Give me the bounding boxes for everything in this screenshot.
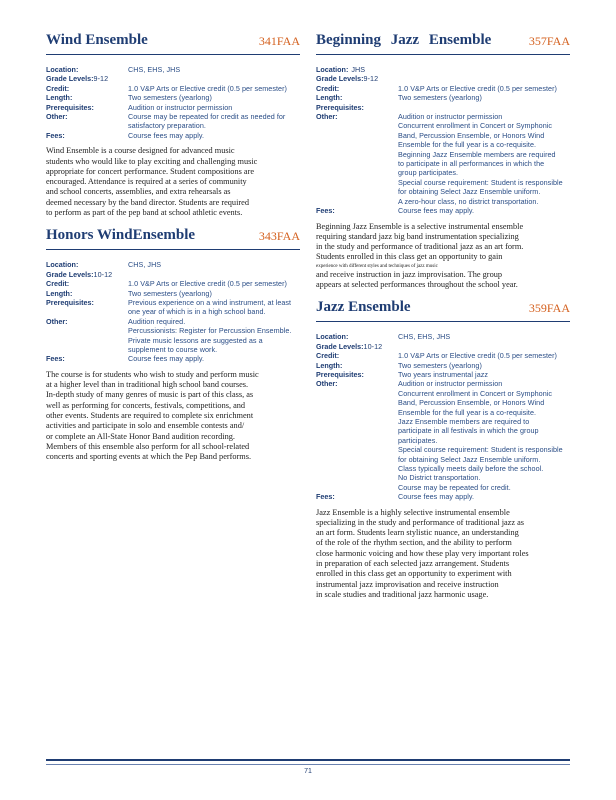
location-value: CHS, JHS xyxy=(128,260,162,270)
description-line: appropriate for concert performance. Student compositions are xyxy=(46,166,255,176)
course-code: 359FAA xyxy=(528,301,570,316)
other-line: Class typically meets daily before the school. xyxy=(398,463,544,473)
description-line: in preparation of each selected jazz arrangement. Students xyxy=(316,559,510,569)
description-line: concerts and sporting events at which the Pep Band performs. xyxy=(46,452,252,462)
other-value xyxy=(398,379,570,492)
prerequisites-line: one year of which is in a high school band. xyxy=(128,307,266,317)
other-label: Other: xyxy=(316,379,338,389)
grade-levels-label: Grade Levels: xyxy=(316,341,364,351)
other-line: to participate in all performances in which the xyxy=(398,159,545,169)
right-column xyxy=(316,32,570,600)
beginning-jazz-ensemble-section xyxy=(316,32,570,290)
course-code: 357FAA xyxy=(528,34,570,48)
other-line: Concurrent enrollment in Concert or Symphonic xyxy=(398,121,553,131)
honors-wind-ensemble-section xyxy=(46,227,300,462)
grade-levels-label: Grade Levels: xyxy=(46,74,94,84)
grade-levels-label: Grade Levels: xyxy=(46,269,94,279)
course-code: 343FAA xyxy=(258,229,300,244)
other-label: Other: xyxy=(316,112,338,122)
length-label: Length: xyxy=(316,93,343,103)
description-line: instrumental jazz improvisation and receive instruction xyxy=(316,579,499,589)
other-line: Beginning Jazz Ensemble members are required xyxy=(398,149,556,159)
fees-label: Fees: xyxy=(46,130,65,140)
other-line: Audition required. xyxy=(128,316,186,326)
fees-label: Fees: xyxy=(46,354,65,364)
description-line: In-depth study of many genres of music is part of this class, as xyxy=(46,390,254,400)
description-line: an art form. Students learn stylistic nuance, an understanding xyxy=(316,528,519,538)
description-line: and school concerts, assemblies, and extra rehearsals as xyxy=(46,187,231,197)
length-label: Length: xyxy=(316,360,343,370)
description-line: Students enrolled in this class get an opportunity to gain xyxy=(316,252,503,262)
description-line: and receive instruction in jazz improvisation. The group xyxy=(316,269,503,279)
other-line: satisfactory preparation. xyxy=(128,121,206,131)
course-info xyxy=(316,332,570,501)
section-title: Jazz Ensemble xyxy=(316,299,411,316)
fees-value: Course fees may apply. xyxy=(128,130,205,140)
course-info xyxy=(46,65,300,140)
other-line: No District transportation. xyxy=(398,473,481,483)
length-value: Two semesters (yearlong) xyxy=(398,93,482,103)
other-line: Concurrent enrollment in Concert or Symphonic xyxy=(398,388,553,398)
section-header xyxy=(316,32,570,55)
section-header xyxy=(46,227,300,250)
description-line: appears at selected performances throughout the school year. xyxy=(316,279,518,289)
length-value: Two semesters (yearlong) xyxy=(128,288,212,298)
course-description xyxy=(316,222,570,291)
credit-value: 1.0 V&P Arts or Elective credit (0.5 per semester) xyxy=(128,279,287,289)
length-label: Length: xyxy=(46,93,73,103)
other-label: Other: xyxy=(46,316,68,326)
course-description xyxy=(46,146,300,218)
description-line: in scale studies and traditional jazz harmonic usage. xyxy=(316,589,489,599)
prerequisites-line: Previous experience on a wind instrument, at least xyxy=(128,297,292,307)
other-value xyxy=(128,317,300,355)
other-line: Ensemble for the full year is a co-requisite. xyxy=(398,407,537,417)
credit-value: 1.0 V&P Arts or Elective credit (0.5 per semester) xyxy=(398,83,557,93)
credit-label: Credit: xyxy=(46,279,70,289)
course-info xyxy=(316,65,570,216)
description-line: encouraged. Attendance is required at a series of community xyxy=(46,177,247,187)
description-line: other events. Students are required to complete six enrichment xyxy=(46,410,254,420)
other-label: Other: xyxy=(46,112,68,122)
other-line: Course may be repeated for credit as needed for xyxy=(128,112,286,122)
length-value: Two semesters (yearlong) xyxy=(398,360,482,370)
other-line: supplement to course work. xyxy=(128,344,218,354)
description-line: requiring standard jazz big band instrumentation specializing xyxy=(316,231,519,241)
description-line: of the role of the rhythm section, and the ability to perform xyxy=(316,538,512,548)
grade-levels-value: 10-12 xyxy=(363,341,383,351)
credit-value: 1.0 V&P Arts or Elective credit (0.5 per semester) xyxy=(398,351,557,361)
location-label: Location: xyxy=(316,332,349,342)
other-line: Ensemble for the full year is a co-requisite. xyxy=(398,140,537,150)
fees-value: Course fees may apply. xyxy=(398,492,475,502)
footer-rule-thin xyxy=(46,764,570,765)
description-line: enrolled in this class get an opportunity to experiment with xyxy=(316,569,512,579)
length-label: Length: xyxy=(46,288,73,298)
description-line: or complete an All-State Honor Band audition recording. xyxy=(46,431,235,441)
description-line: The course is for students who wish to study and perform music xyxy=(46,369,259,379)
prerequisites-label: Prerequisites: xyxy=(46,102,94,112)
grade-levels-value: 9-12 xyxy=(93,74,109,84)
other-line: for obtaining Select Jazz Ensemble uniform. xyxy=(398,187,541,197)
description-line: specializing in the study and performance of traditional jazz as xyxy=(316,517,525,527)
description-line: deemed necessary by the band director. Students are required xyxy=(46,197,249,207)
credit-value: 1.0 V&P Arts or Elective credit (0.5 per semester) xyxy=(128,83,287,93)
credit-label: Credit: xyxy=(316,351,340,361)
other-line: Band, Percussion Ensemble, or Honors Wind xyxy=(398,398,545,408)
section-title: Beginning Jazz Ensemble xyxy=(316,32,492,48)
description-line: Wind Ensemble is a course designed for advanced music xyxy=(46,146,235,156)
credit-label: Credit: xyxy=(316,83,340,93)
description-line: in the study and performance of traditional jazz as an art form. xyxy=(316,242,524,252)
location-label: Location: xyxy=(46,65,79,74)
description-line: close harmonic voicing and how these play very important roles xyxy=(316,548,529,558)
other-value xyxy=(128,112,300,131)
location-label: Location: xyxy=(46,260,79,270)
description-line: Jazz Ensemble is a highly selective instrumental ensemble xyxy=(316,507,510,517)
other-line: Special course requirement: Student is responsible xyxy=(398,177,563,187)
fees-label: Fees: xyxy=(316,492,335,502)
location-label: Location: xyxy=(316,65,349,74)
other-line: Band, Percussion Ensemble, or Honors Wind xyxy=(398,130,545,140)
description-small-line: experience with different styles and techniques of jazz music xyxy=(316,263,438,269)
description-line: to perform as part of the pep band at school athletic events. xyxy=(46,208,243,218)
other-line: Jazz Ensemble members are required to xyxy=(398,416,530,426)
location-value: JHS xyxy=(351,65,366,74)
prerequisites-value: Audition or instructor permission xyxy=(128,102,233,112)
description-line: activities and participate in solo and ensemble contests and/ xyxy=(46,421,245,431)
description-line: Beginning Jazz Ensemble is a selective instrumental ensemble xyxy=(316,221,524,231)
grade-levels-value: 10-12 xyxy=(93,269,113,279)
section-title: Wind Ensemble xyxy=(46,32,148,48)
other-line: Special course requirement: Student is responsible xyxy=(398,445,563,455)
description-line: well as performing for concerts, festivals, competitions, and xyxy=(46,400,246,410)
fees-value: Course fees may apply. xyxy=(398,206,475,216)
other-line: group participates. xyxy=(398,168,459,178)
prerequisites-value: Two years instrumental jazz xyxy=(398,369,489,379)
other-line: Audition or instructor permission xyxy=(398,379,503,389)
course-description xyxy=(316,508,570,601)
description-line: students who would like to play exciting and challenging music xyxy=(46,156,258,166)
other-value xyxy=(398,112,570,206)
other-line: participate in all festivals in which the group xyxy=(398,426,539,436)
length-value: Two semesters (yearlong) xyxy=(128,93,212,103)
other-line: for obtaining Select Jazz Ensemble uniform. xyxy=(398,454,541,464)
prerequisites-value xyxy=(398,103,570,112)
page-number: 71 xyxy=(304,768,312,775)
description-line: Members of this ensemble also perform for all school-related xyxy=(46,441,250,451)
other-line: participates. xyxy=(398,435,438,445)
jazz-ensemble-section xyxy=(316,299,570,600)
other-line: Private music lessons are suggested as a xyxy=(128,335,263,345)
course-description xyxy=(46,370,300,463)
wind-ensemble-section xyxy=(46,32,300,218)
grade-levels-value: 9-12 xyxy=(363,74,379,84)
credit-label: Credit: xyxy=(46,83,70,93)
location-value: CHS, EHS, JHS xyxy=(398,332,451,342)
footer-rule xyxy=(46,759,570,761)
description-line: at a higher level than in traditional high school band courses. xyxy=(46,380,249,390)
other-line: Audition or instructor permission xyxy=(398,112,503,122)
section-header xyxy=(316,299,570,322)
course-code: 341FAA xyxy=(258,34,300,48)
section-header xyxy=(46,32,300,55)
grade-levels-label: Grade Levels: xyxy=(316,74,364,84)
prerequisites-value xyxy=(128,298,300,317)
other-line: Percussionists: Register for Percussion Ensemble. xyxy=(128,326,292,336)
other-line: A zero-hour class, no district transportation. xyxy=(398,196,539,206)
fees-label: Fees: xyxy=(316,206,335,216)
other-line: Course may be repeated for credit. xyxy=(398,482,511,492)
location-value: CHS, EHS, JHS xyxy=(128,65,181,74)
left-column xyxy=(46,32,300,462)
fees-value: Course fees may apply. xyxy=(128,354,205,364)
section-title: Honors WindEnsemble xyxy=(46,227,196,244)
prerequisites-label: Prerequisites: xyxy=(316,102,364,112)
prerequisites-label: Prerequisites: xyxy=(316,369,364,379)
course-info xyxy=(46,260,300,363)
prerequisites-label: Prerequisites: xyxy=(46,297,94,307)
